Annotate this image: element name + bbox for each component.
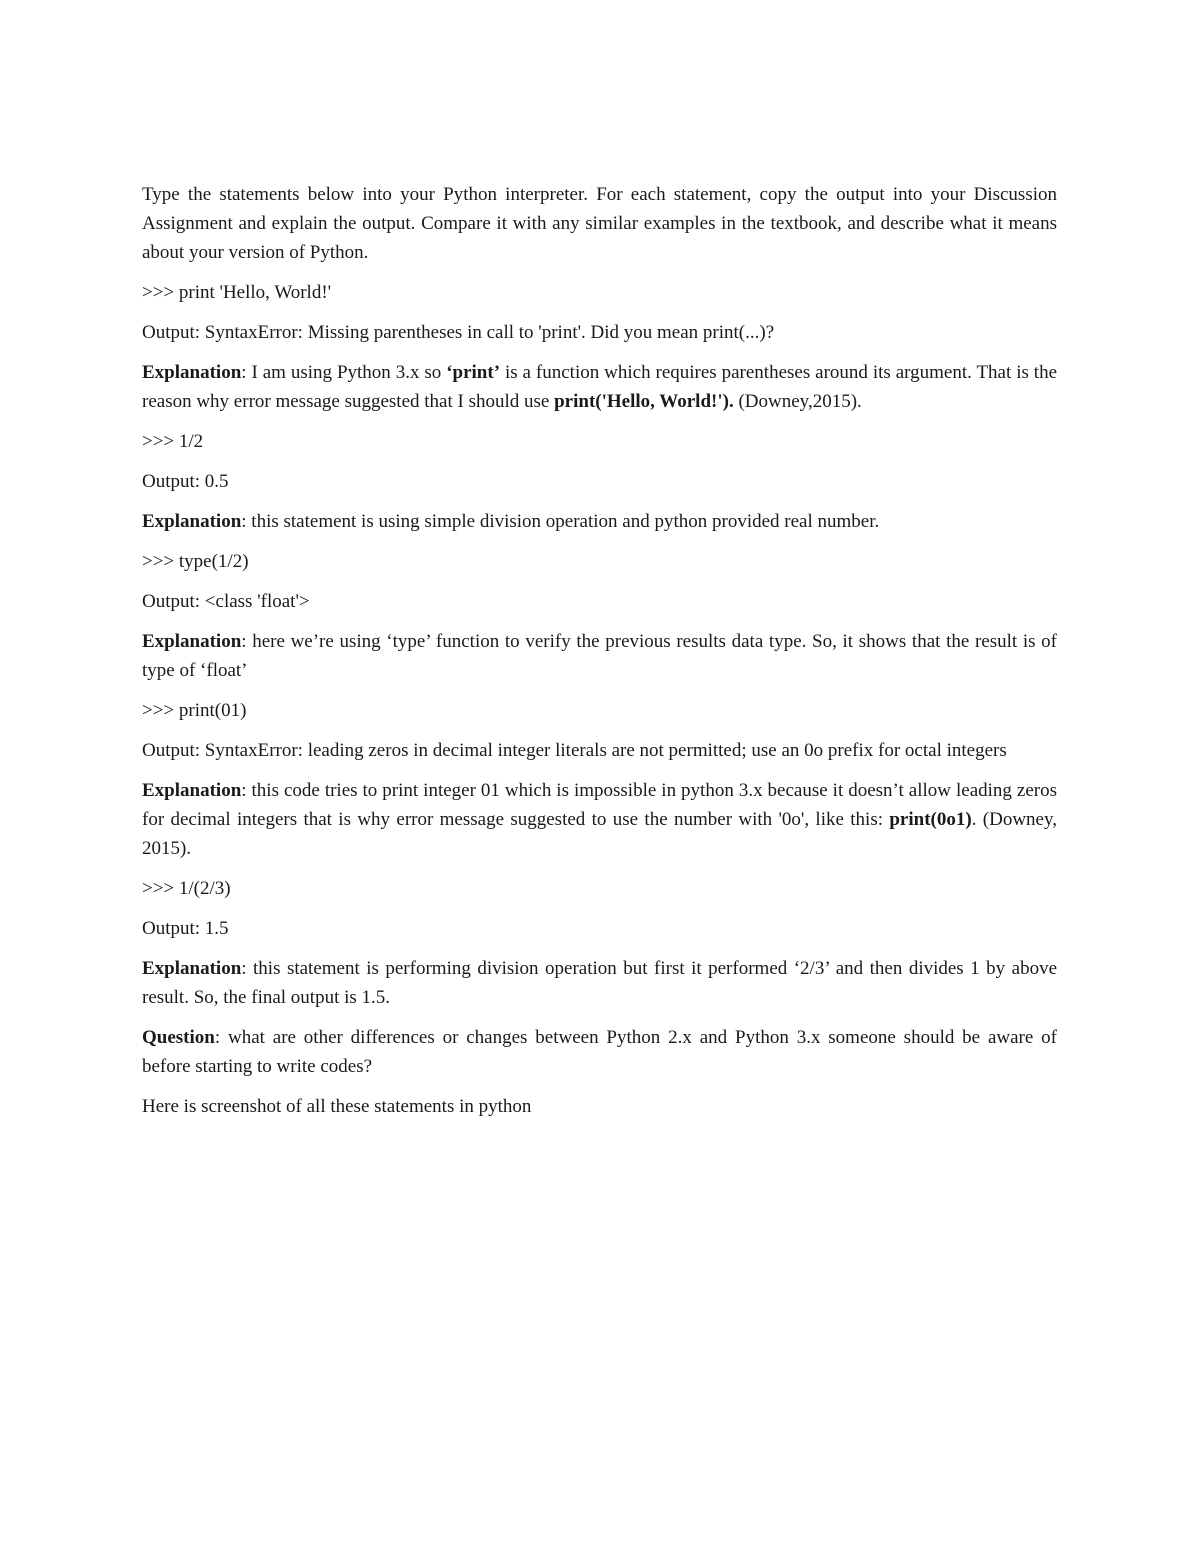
explanation-label: Explanation [142,958,242,979]
explanation-type [142,627,1057,685]
statement-division: >>> 1/(2/3) [142,878,231,899]
explanation-label: Explanation [142,511,242,532]
explanation-text: : this statement is performing division operation but first it performed ‘2/3’ and then divides 1 by above result. So, the final output is 1.5. [142,958,1057,1008]
closing-paragraph: Here is screenshot of all these statements in python [142,1096,532,1117]
statement-one-half: >>> 1/2 [142,431,204,452]
document-body [142,180,1057,1132]
explanation-text: is a function which requires parentheses around its argument. That is the reason why error message suggested that I should use [142,362,1057,412]
explanation-text: (Downey,2015). [733,391,862,412]
statement-type: >>> type(1/2) [142,551,249,572]
explanation-print-hello [142,358,1057,416]
statement-print-hello: >>> print 'Hello, World!' [142,282,332,303]
question-paragraph [142,1023,1057,1081]
explanation-text: : this code tries to print integer 01 which is impossible in python 3.x because it doesn’t allow leading zeros for decimal integers that is why error message suggested to use the number with '0o', like this: [142,780,1057,830]
explanation-label: Explanation [142,362,242,383]
explanation-division [142,954,1057,1012]
explanation-text: : here we’re using ‘type’ function to verify the previous results data type. So, it shows that the result is of type of ‘float’ [142,631,1057,681]
explanation-print-01 [142,776,1057,863]
explanation-bold-text: print(0o1) [889,809,972,830]
explanation-bold-text: ‘print’ [446,362,501,383]
intro-paragraph: Type the statements below into your Python interpreter. For each statement, copy the output into your Discussion Assignment and explain the output. Compare it with any similar examples in the textbook, and describe what it means about your version of Python. [142,184,1057,263]
explanation-bold-text: print('Hello, World!'). [554,391,734,412]
explanation-text: . (Downey, 2015). [142,809,1058,859]
explanation-label: Explanation [142,631,242,652]
output-division: Output: 1.5 [142,918,229,939]
explanation-text: : this statement is using simple division operation and python provided real number. [241,511,880,532]
explanation-text: : I am using Python 3.x so [241,362,447,383]
question-label: Question [142,1027,215,1048]
explanation-label: Explanation [142,780,242,801]
output-print-hello: Output: SyntaxError: Missing parentheses in call to 'print'. Did you mean print(...)? [142,322,775,343]
output-print-01: Output: SyntaxError: leading zeros in decimal integer literals are not permitted; use an 0o prefix for octal integers [142,740,1007,761]
explanation-one-half [142,507,1057,536]
statement-print-01: >>> print(01) [142,700,247,721]
output-type: Output: <class 'float'> [142,591,310,612]
question-text: : what are other differences or changes between Python 2.x and Python 3.x someone should be aware of before starting to write codes? [142,1027,1057,1077]
output-one-half: Output: 0.5 [142,471,229,492]
